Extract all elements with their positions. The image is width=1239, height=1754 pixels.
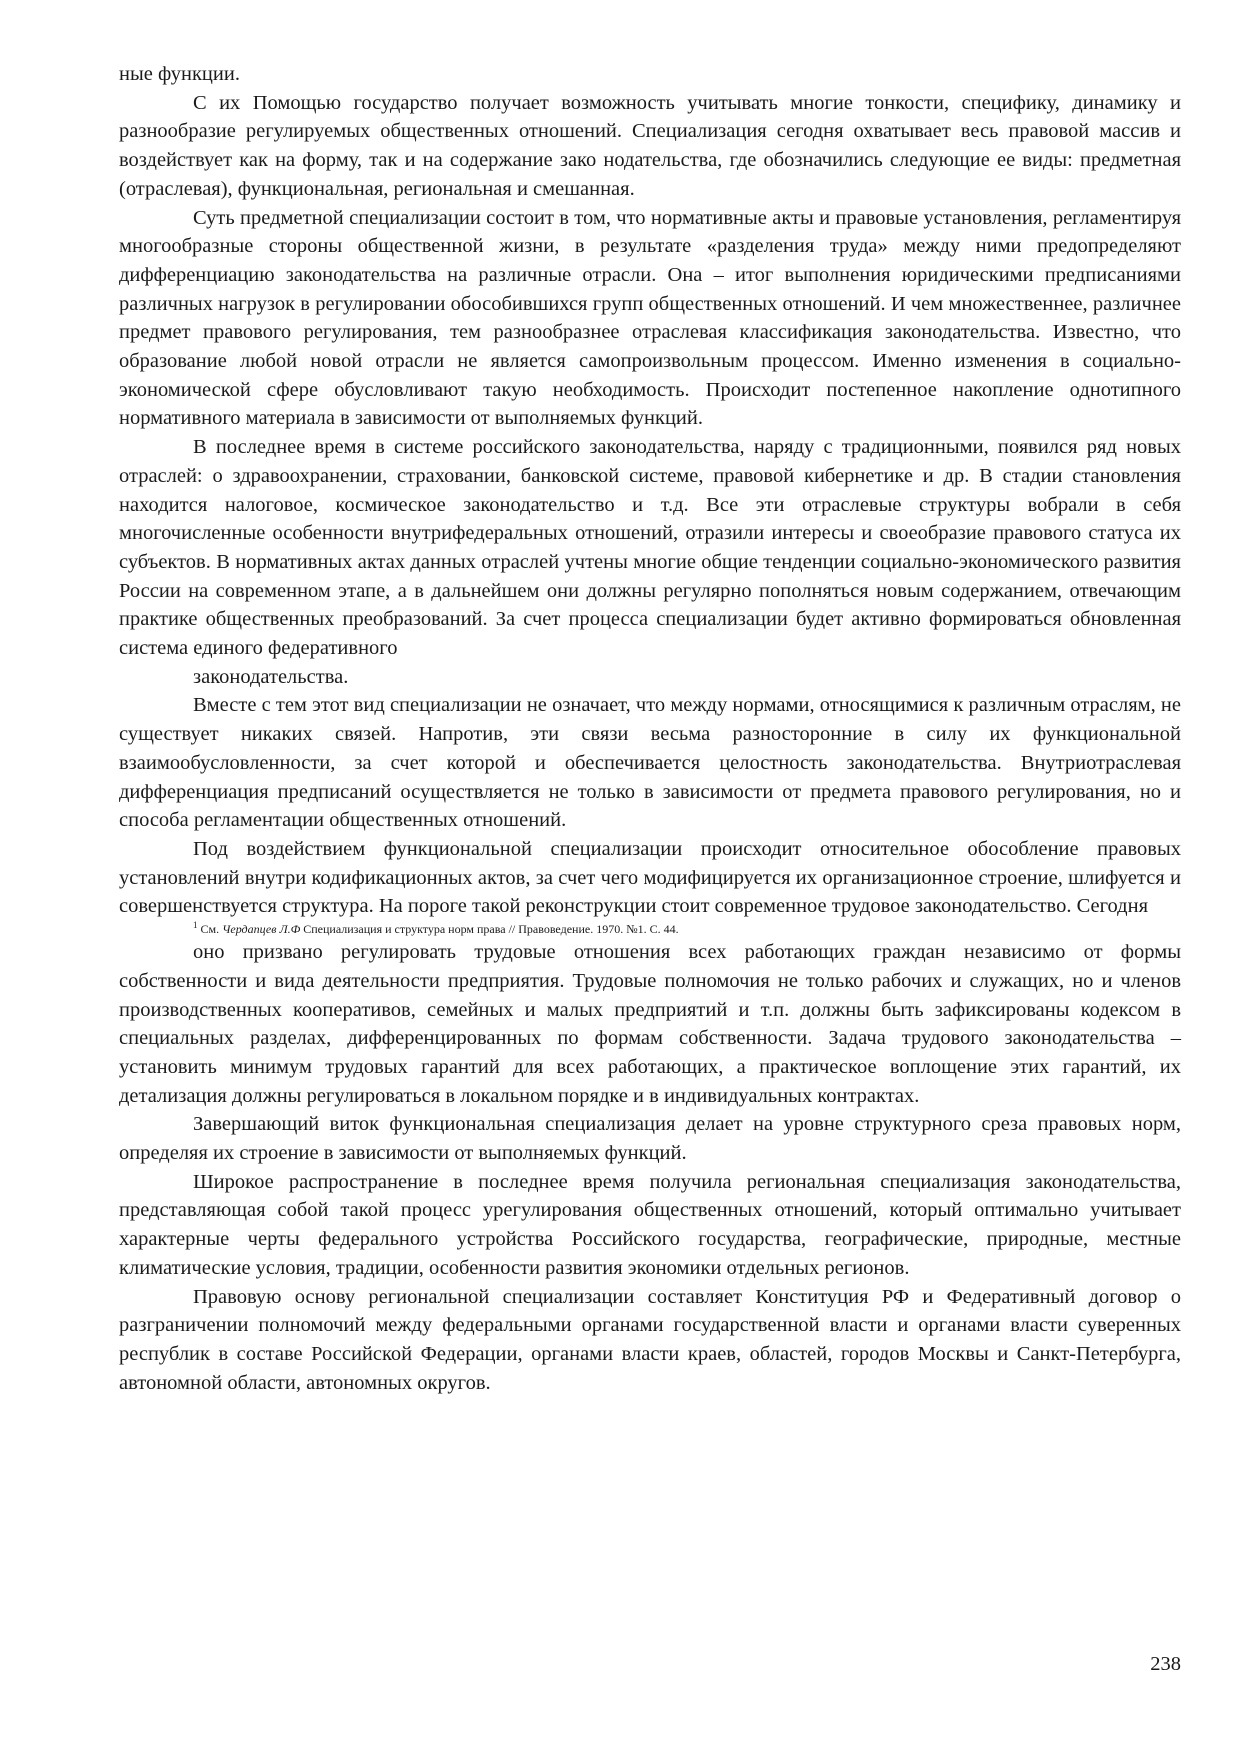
paragraph-tail-line: законодательства. xyxy=(193,665,349,688)
paragraph-continuation: ные функции. xyxy=(119,63,240,85)
paragraph: Суть предметной специализации состоит в том, что нормативные акты и правовые установления, регламентируя многообразные стороны общественной жизни, в результате «разделения труда» между ними предопределяют дифференциацию законодательства на различные отрасли. Она – итог выполнения юридическими предписаниями различных нагрузок в регулировании обособившихся групп общественных отношений. И чем множественнее, различнее предмет правового регулирования, тем разнообразнее отраслевая классификация законодательства. Известно, что образование любой новой отрасли не является самопроизвольным процессом. Именно изменения в социально-экономической сфере обусловливают такую необходимость. Происходит постепенное накопление однотипного нормативного материала в зависимости от выполняемых функций. xyxy=(119,206,1181,430)
footnote-mark: 1 xyxy=(193,920,198,931)
paragraph: Завершающий виток функциональная специализация делает на уровне структурного среза правовых норм, определяя их строение в зависимости от выполняемых функций. xyxy=(119,1113,1181,1165)
paragraph: оно призвано регулировать трудовые отношения всех работающих граждан независимо от формы собственности и вида деятельности предприятия. Трудовые полномочия не только рабочих и служащих, но и членов производственных кооперативов, семейных и малых предприятий и т.п. должны быть зафиксированы кодексом в специальных разделах, дифференцированных по формам собственности. Задача трудового законодательства – установить минимум трудовых гарантий для всех работающих, а практическое воплощение этих гарантий, их детализация должны регулироваться в локальном порядке и в индивидуальных контрактах. xyxy=(119,941,1181,1107)
footnote-author: Чердапцев Л.Ф xyxy=(222,922,301,937)
footnote xyxy=(119,921,1181,938)
paragraph: Широкое распространение в последнее время получила региональная специализация законодательства, представляющая собой такой процесс урегулирования общественных отношений, который оптимально учитывает характерные черты федерального устройства Российского государства, географические, природные, местные климатические условия, традиции, особенности развития экономики отдельных регионов. xyxy=(119,1170,1181,1279)
paragraph: С их Помощью государство получает возможность учитывать многие тонкости, специфику, динамику и разнообразие регулируемых общественных отношений. Специализация сегодня охватывает весь правовой массив и воздействует как на форму, так и на содержание зако нодательства, где обозначились следующие ее виды: предметная (отраслевая), функциональная, региональная и смешанная. xyxy=(119,91,1181,200)
footnote-text: Специализация и структура норм права // Правоведение. 1970. №1. С. 44. xyxy=(303,922,679,937)
body-text xyxy=(119,60,1181,1397)
paragraph: Вместе с тем этот вид специализации не означает, что между нормами, относящимися к различным отраслям, не существует никаких связей. Напротив, эти связи весьма разносторонние в силу их функциональной взаимообусловленности, за счет которой и обеспечивается целостность законодательства. Внутриотраслевая дифференциация предписаний осуществляется не только в зависимости от предмета правового регулирования, но и способа регламентации общественных отношений. xyxy=(119,694,1181,832)
paragraph: Под воздействием функциональной специализации происходит относительное обособление правовых установлений внутри кодификационных актов, за счет чего модифицируется их организационное строение, шлифуется и совершенствуется структура. На пороге такой реконструкции стоит современное трудовое законодательство. Сегодня xyxy=(119,837,1181,918)
paragraph: В последнее время в системе российского законодательства, наряду с традиционными, появился ряд новых отраслей: о здравоохранении, страховании, банковской системе, правовой кибернетике и др. В стадии становления находится налоговое, космическое законодательство и т.д. Все эти отраслевые структуры вобрали в себя многочисленные особенности внутрифедеральных отношений, отразили интересы и своеобразие правового статуса их субъектов. В нормативных актах данных отраслей учтены многие общие тенденции социально-экономического развития России на современном этапе, а в дальнейшем они должны регулярно пополняться новым содержанием, отвечающим практике общественных преобразований. За счет процесса специализации будет активно формироваться обновленная система единого федеративного xyxy=(119,436,1181,660)
footnote-prefix: См. xyxy=(200,922,220,937)
paragraph: Правовую основу региональной специализации составляет Конституция РФ и Федеративный договор о разграничении полномочий между федеральными органами государственной власти и органами власти суверенных республик в составе Российской Федерации, органами власти краев, областей, городов Москвы и Санкт-Петербурга, автономной области, автономных округов. xyxy=(119,1285,1181,1394)
page-number: 238 xyxy=(1150,1653,1181,1675)
